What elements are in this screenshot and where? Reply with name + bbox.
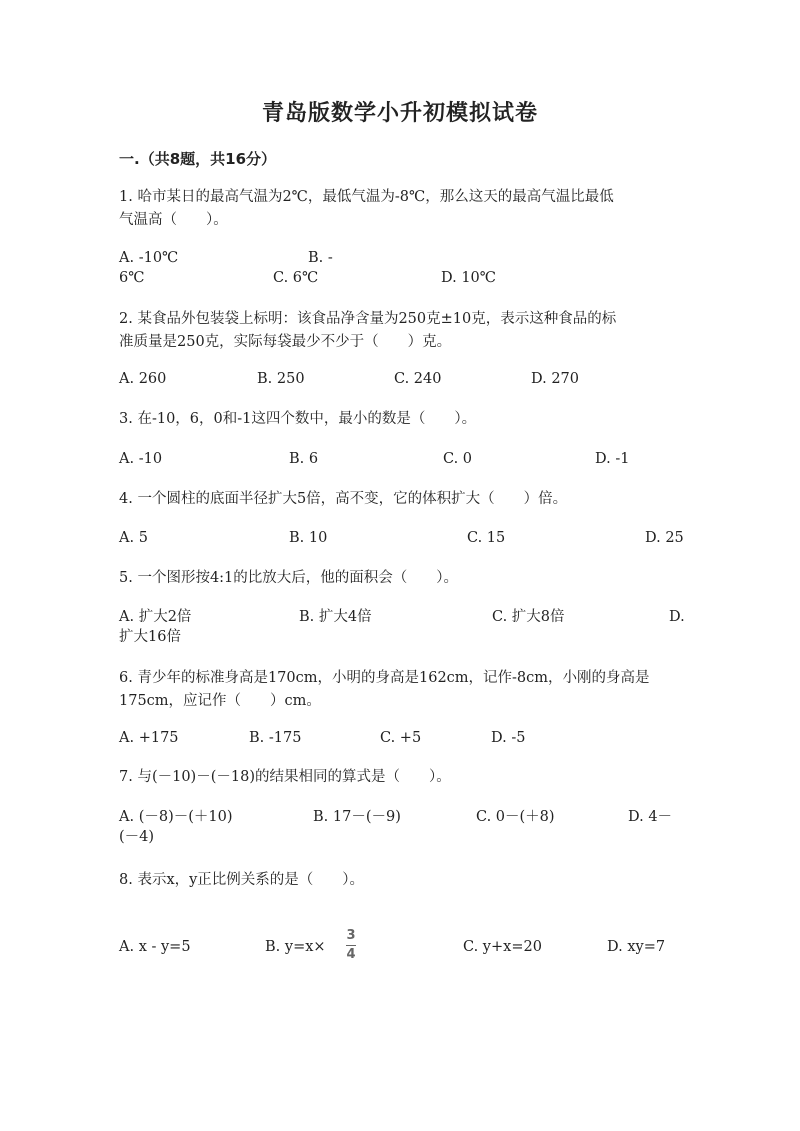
option-c: C. +5 [380, 730, 422, 746]
option-c: C. y+x=20 [463, 939, 542, 955]
question-3 [119, 408, 689, 431]
question-7 [119, 766, 689, 789]
question-6-line-2: 175cm，应记作（ ）cm。 [119, 693, 321, 709]
option-b: B. 6 [289, 451, 319, 467]
option-b: B. 250 [257, 371, 305, 387]
question-4-line-1: 4. 一个圆柱的底面半径扩大5倍，高不变，它的体积扩大（ ）倍。 [119, 491, 568, 507]
question-2-line-1: 2. 某食品外包装袋上标明：该食品净含量为250克±10克，表示这种食品的标 [119, 311, 617, 327]
option-b: B. 10 [289, 530, 328, 546]
option-d-part-2: 扩大16倍 [119, 629, 181, 645]
question-8-options [119, 929, 689, 975]
fraction-bar [346, 945, 356, 946]
option-b: B. y=x× [265, 939, 326, 955]
question-1-line-1: 1. 哈市某日的最高气温为2℃，最低气温为-8℃，那么这天的最高气温比最低 [119, 189, 614, 205]
fraction-three-quarters [346, 929, 356, 962]
option-a: A. x - y=5 [119, 939, 191, 955]
question-4 [119, 488, 689, 511]
option-d-part-1: D. 4－ [628, 809, 673, 825]
option-d: D. 25 [645, 530, 684, 546]
question-5 [119, 567, 689, 590]
option-d: D. xy=7 [607, 939, 666, 955]
option-c: C. 240 [394, 371, 442, 387]
option-a: A. (－8)－(＋10) [119, 809, 233, 825]
question-7-line-1: 7. 与(－10)－(－18)的结果相同的算式是（ ）。 [119, 769, 451, 785]
option-c: C. 6℃ [273, 270, 319, 286]
question-5-options [119, 607, 689, 653]
question-1 [119, 186, 689, 232]
option-a: A. -10 [119, 451, 163, 467]
question-8 [119, 869, 689, 892]
question-3-line-1: 3. 在-10，6，0和-1这四个数中，最小的数是（ ）。 [119, 411, 477, 427]
question-8-line-1: 8. 表示x，y正比例关系的是（ ）。 [119, 872, 365, 888]
option-c: C. 15 [467, 530, 506, 546]
question-2-line-2: 准质量是250克，实际每袋最少不少于（ ）克。 [119, 334, 452, 350]
fraction-numerator: 3 [346, 928, 356, 943]
option-c: C. 0－(＋8) [476, 809, 555, 825]
option-a: A. +175 [119, 730, 179, 746]
option-d-part-1: D. [669, 609, 685, 625]
option-d: D. 10℃ [441, 270, 496, 286]
option-b-part-2: 6℃ [119, 270, 145, 286]
question-6 [119, 667, 689, 713]
question-2 [119, 308, 689, 354]
option-d-part-2: (－4) [119, 829, 155, 845]
exam-title: 青岛版数学小升初模拟试卷 [261, 101, 538, 126]
question-1-options [119, 248, 689, 294]
option-b: B. -175 [249, 730, 302, 746]
option-a: A. 5 [119, 530, 148, 546]
option-a: A. 260 [119, 371, 167, 387]
option-d: D. -1 [595, 451, 630, 467]
option-b: B. 扩大4倍 [299, 609, 372, 625]
option-d: D. 270 [531, 371, 580, 387]
question-1-line-2: 气温高（ ）。 [119, 212, 228, 228]
option-c: C. 0 [443, 451, 473, 467]
option-b: B. 17－(－9) [313, 809, 401, 825]
option-a: A. 扩大2倍 [119, 609, 192, 625]
question-7-options [119, 807, 689, 853]
question-5-line-1: 5. 一个图形按4:1的比放大后，他的面积会（ ）。 [119, 570, 459, 586]
question-6-line-1: 6. 青少年的标准身高是170cm，小明的身高是162cm，记作-8cm，小刚的身高是 [119, 670, 650, 686]
option-d: D. -5 [491, 730, 526, 746]
fraction-denominator: 4 [346, 947, 356, 962]
section-heading: 一.（共8题，共16分） [119, 150, 277, 168]
option-b-part-1: B. - [308, 250, 333, 266]
option-a: A. -10℃ [119, 250, 179, 266]
option-c: C. 扩大8倍 [492, 609, 565, 625]
